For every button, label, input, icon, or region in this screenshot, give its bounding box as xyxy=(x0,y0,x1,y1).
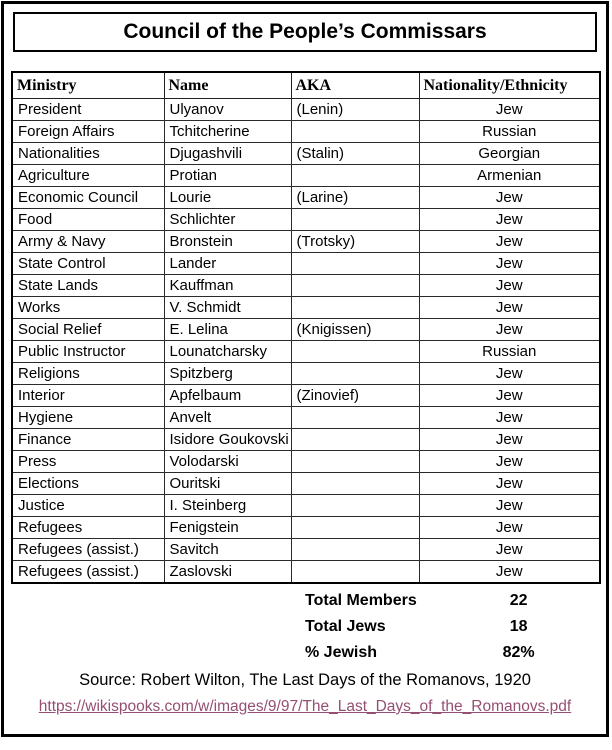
summary-label: Total Members xyxy=(305,592,417,609)
table-row xyxy=(12,495,600,517)
cell-ministry: Interior xyxy=(12,385,164,407)
cell-ministry: Public Instructor xyxy=(12,341,164,363)
cell-aka xyxy=(291,429,419,451)
cell-name: Savitch xyxy=(164,539,291,561)
cell-ministry: Press xyxy=(12,451,164,473)
cell-nationality: Jew xyxy=(419,363,600,385)
cell-name: Ulyanov xyxy=(164,99,291,121)
table-row xyxy=(12,99,600,121)
cell-name: V. Schmidt xyxy=(164,297,291,319)
table-header xyxy=(12,72,600,99)
cell-name: Ouritski xyxy=(164,473,291,495)
cell-nationality: Russian xyxy=(419,121,600,143)
cell-aka xyxy=(291,495,419,517)
cell-name: Lounatcharsky xyxy=(164,341,291,363)
summary-block xyxy=(290,588,606,666)
cell-name: Schlichter xyxy=(164,209,291,231)
table-row xyxy=(12,385,600,407)
column-header-name: Name xyxy=(164,72,291,99)
cell-aka xyxy=(291,209,419,231)
cell-ministry: Nationalities xyxy=(12,143,164,165)
cell-name: Lourie xyxy=(164,187,291,209)
cell-ministry: President xyxy=(12,99,164,121)
cell-aka xyxy=(291,297,419,319)
cell-nationality: Jew xyxy=(419,99,600,121)
cell-aka: (Lenin) xyxy=(291,99,419,121)
table-body xyxy=(12,99,600,584)
cell-name: Apfelbaum xyxy=(164,385,291,407)
column-header-ministry: Ministry xyxy=(12,72,164,99)
table-row xyxy=(12,143,600,165)
cell-ministry: Refugees (assist.) xyxy=(12,561,164,584)
cell-aka xyxy=(291,517,419,539)
cell-aka xyxy=(291,121,419,143)
link-row xyxy=(4,698,606,716)
table-row xyxy=(12,517,600,539)
cell-nationality: Jew xyxy=(419,319,600,341)
cell-nationality: Russian xyxy=(419,341,600,363)
cell-ministry: Refugees xyxy=(12,517,164,539)
cell-ministry: Army & Navy xyxy=(12,231,164,253)
cell-aka: (Knigissen) xyxy=(291,319,419,341)
cell-aka: (Stalin) xyxy=(291,143,419,165)
cell-aka: (Trotsky) xyxy=(291,231,419,253)
cell-ministry: Agriculture xyxy=(12,165,164,187)
cell-aka xyxy=(291,253,419,275)
cell-nationality: Jew xyxy=(419,231,600,253)
table-header-row xyxy=(12,72,600,99)
table-row xyxy=(12,319,600,341)
table-row xyxy=(12,429,600,451)
cell-aka xyxy=(291,451,419,473)
cell-nationality: Jew xyxy=(419,451,600,473)
cell-aka xyxy=(291,561,419,584)
cell-nationality: Jew xyxy=(419,275,600,297)
cell-nationality: Georgian xyxy=(419,143,600,165)
cell-name: E. Lelina xyxy=(164,319,291,341)
cell-nationality: Jew xyxy=(419,517,600,539)
cell-ministry: Social Relief xyxy=(12,319,164,341)
cell-name: Anvelt xyxy=(164,407,291,429)
cell-aka xyxy=(291,341,419,363)
cell-nationality: Armenian xyxy=(419,165,600,187)
cell-nationality: Jew xyxy=(419,561,600,584)
cell-aka xyxy=(291,539,419,561)
cell-name: Lander xyxy=(164,253,291,275)
cell-nationality: Jew xyxy=(419,407,600,429)
title-box xyxy=(13,12,597,52)
cell-name: Volodarski xyxy=(164,451,291,473)
commissars-table xyxy=(11,71,601,584)
cell-name: Spitzberg xyxy=(164,363,291,385)
summary-value: 22 xyxy=(509,592,528,609)
table-row xyxy=(12,209,600,231)
summary-value: 18 xyxy=(509,618,528,635)
source-citation: Source: Robert Wilton, The Last Days of the Romanovs, 1920 xyxy=(79,671,531,689)
cell-ministry: Finance xyxy=(12,429,164,451)
cell-name: Tchitcherine xyxy=(164,121,291,143)
table-row xyxy=(12,341,600,363)
summary-row xyxy=(290,588,606,614)
cell-nationality: Jew xyxy=(419,495,600,517)
table-row xyxy=(12,539,600,561)
cell-nationality: Jew xyxy=(419,297,600,319)
table-row xyxy=(12,363,600,385)
cell-name: Protian xyxy=(164,165,291,187)
cell-nationality: Jew xyxy=(419,385,600,407)
summary-row xyxy=(290,614,606,640)
cell-aka xyxy=(291,165,419,187)
cell-nationality: Jew xyxy=(419,187,600,209)
cell-aka xyxy=(291,473,419,495)
cell-nationality: Jew xyxy=(419,473,600,495)
table-row xyxy=(12,165,600,187)
cell-nationality: Jew xyxy=(419,209,600,231)
cell-aka: (Zinovief) xyxy=(291,385,419,407)
cell-name: Bronstein xyxy=(164,231,291,253)
table-row xyxy=(12,121,600,143)
table-row xyxy=(12,275,600,297)
cell-ministry: State Lands xyxy=(12,275,164,297)
table-row xyxy=(12,187,600,209)
table-row xyxy=(12,561,600,584)
cell-name: Zaslovski xyxy=(164,561,291,584)
document-frame xyxy=(1,1,609,737)
cell-ministry: Works xyxy=(12,297,164,319)
cell-nationality: Jew xyxy=(419,253,600,275)
cell-ministry: Elections xyxy=(12,473,164,495)
source-link[interactable]: https://wikispooks.com/w/images/9/97/The_Last_Days_of_the_Romanovs.pdf xyxy=(38,698,572,715)
cell-aka xyxy=(291,363,419,385)
column-header-aka: AKA xyxy=(291,72,419,99)
table-row xyxy=(12,231,600,253)
cell-aka: (Larine) xyxy=(291,187,419,209)
summary-row xyxy=(290,640,606,666)
page-title: Council of the People’s Commissars xyxy=(123,20,487,43)
cell-name: Djugashvili xyxy=(164,143,291,165)
table-row xyxy=(12,297,600,319)
cell-name: Kauffman xyxy=(164,275,291,297)
summary-label: Total Jews xyxy=(305,618,386,635)
cell-nationality: Jew xyxy=(419,539,600,561)
cell-ministry: Justice xyxy=(12,495,164,517)
cell-aka xyxy=(291,275,419,297)
cell-ministry: Foreign Affairs xyxy=(12,121,164,143)
table-row xyxy=(12,407,600,429)
cell-ministry: Refugees (assist.) xyxy=(12,539,164,561)
table-row xyxy=(12,473,600,495)
table-row xyxy=(12,253,600,275)
table-row xyxy=(12,451,600,473)
cell-ministry: Economic Council xyxy=(12,187,164,209)
summary-label: % Jewish xyxy=(305,644,378,661)
cell-ministry: Hygiene xyxy=(12,407,164,429)
cell-name: Fenigstein xyxy=(164,517,291,539)
cell-aka xyxy=(291,407,419,429)
cell-ministry: Religions xyxy=(12,363,164,385)
cell-ministry: State Control xyxy=(12,253,164,275)
cell-nationality: Jew xyxy=(419,429,600,451)
cell-ministry: Food xyxy=(12,209,164,231)
cell-name: Isidore Goukovski xyxy=(164,429,291,451)
summary-value: 82% xyxy=(502,644,535,661)
cell-name: I. Steinberg xyxy=(164,495,291,517)
column-header-nationality: Nationality/Ethnicity xyxy=(419,72,600,99)
